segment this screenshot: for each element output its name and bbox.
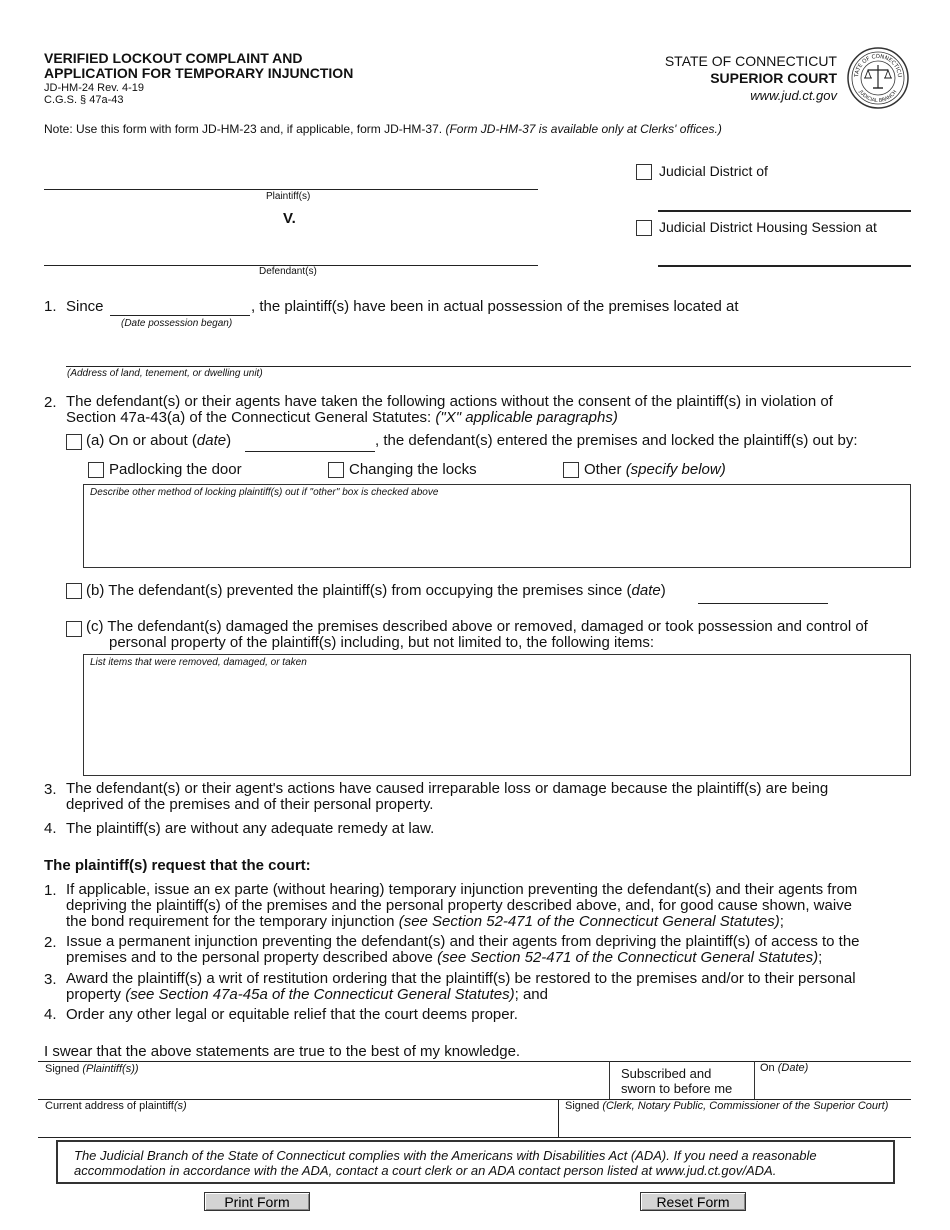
request-4-text: Order any other legal or equitable relief that the court deems proper.: [66, 1006, 518, 1023]
padlocking-checkbox[interactable]: [88, 462, 104, 478]
court-header: STATE OF CONNECTICUT SUPERIOR COURT www.jud.ct.gov: [664, 53, 837, 103]
housing-session-label: Judicial District Housing Session at: [659, 219, 877, 235]
item-4-number: 4.: [44, 820, 57, 837]
oath-date-field[interactable]: On (Date): [760, 1062, 809, 1074]
lockout-date-field[interactable]: [245, 451, 375, 452]
versus-label: V.: [283, 210, 296, 227]
item-2-number: 2.: [44, 394, 57, 411]
request-heading: The plaintiff(s) request that the court:: [44, 857, 311, 874]
request-3-number: 3.: [44, 971, 57, 988]
usage-note: Note: Use this form with form JD-HM-23 and, if applicable, form JD-HM-37. (Form JD-HM-37 is available only at Clerks' offices.): [44, 122, 722, 136]
signature-divider: [558, 1099, 559, 1137]
housing-session-field[interactable]: [658, 265, 911, 267]
paragraph-c-checkbox[interactable]: [66, 621, 82, 637]
changing-locks-label: Changing the locks: [349, 461, 477, 478]
item-3-text: The defendant(s) or their agent's actions have caused irreparable loss or damage because the plaintiff(s) are being deprived of the premises and of their personal property.: [66, 780, 829, 813]
judicial-district-field[interactable]: [658, 210, 911, 212]
plaintiff-address-field[interactable]: Current address of plaintiff(s): [45, 1100, 187, 1112]
form-number: JD-HM-24 Rev. 4-19 C.G.S. § 47a-43: [44, 82, 145, 106]
plaintiff-signature-field[interactable]: Signed (Plaintiff(s)): [45, 1063, 139, 1075]
request-2-number: 2.: [44, 934, 57, 951]
request-4-number: 4.: [44, 1006, 57, 1023]
signature-bottom-rule: [38, 1137, 911, 1138]
print-form-button[interactable]: Print Form: [204, 1192, 310, 1211]
item-4-text: The plaintiff(s) are without any adequate remedy at law.: [66, 820, 435, 837]
oath-statement: I swear that the above statements are true to the best of my knowledge.: [44, 1043, 521, 1060]
item-3-number: 3.: [44, 781, 57, 798]
reset-form-button[interactable]: Reset Form: [640, 1192, 746, 1211]
item-1-number: 1.: [44, 298, 57, 315]
damaged-items-textarea-label: List items that were removed, damaged, or taken: [90, 657, 307, 668]
item-1-since: Since: [66, 298, 104, 315]
request-3-text: Award the plaintiff(s) a writ of restitution ordering that the plaintiff(s) be restored to the premises and/or to their personal property (see Section 47a-45a of the Connecticut General Statutes); and: [66, 970, 856, 1003]
plaintiff-label: Plaintiff(s): [266, 191, 311, 202]
item-2-text: The defendant(s) or their agents have taken the following actions without the consent of the plaintiff(s) in violation of Section 47a-43(a) of the Connecticut General Statutes: ("X" applicable paragraphs): [66, 393, 833, 426]
paragraph-c-text: (c) The defendant(s) damaged the premises described above or removed, damaged or took possession and control of personal property of the plaintiff(s) including, but not limited to, the following items:: [86, 618, 868, 651]
svg-text:STATE OF CONNECTICUT: TATE OF CONNECTICU: [853, 53, 903, 78]
request-1-number: 1.: [44, 882, 57, 899]
damaged-items-textarea[interactable]: [83, 654, 911, 776]
plaintiff-field[interactable]: [44, 189, 538, 190]
padlocking-label: Padlocking the door: [109, 461, 242, 478]
defendant-label: Defendant(s): [259, 266, 317, 277]
svg-text:JUDICIAL BRANCH: JUDICIAL BRANCH: [857, 89, 899, 105]
item-1-text: , the plaintiff(s) have been in actual possession of the premises located at: [251, 298, 739, 315]
paragraph-b-text: (b) The defendant(s) prevented the plaintiff(s) from occupying the premises since (date): [86, 582, 666, 599]
clerk-signature-field[interactable]: Signed (Clerk, Notary Public, Commissioner of the Superior Court): [565, 1100, 889, 1112]
judicial-district-label: Judicial District of: [659, 163, 768, 179]
premises-address-field[interactable]: [66, 366, 911, 367]
other-method-textarea[interactable]: [83, 484, 911, 568]
premises-address-label: (Address of land, tenement, or dwelling unit): [67, 368, 263, 379]
subscribed-cell: Subscribed and sworn to before me: [609, 1061, 755, 1099]
other-method-checkbox[interactable]: [563, 462, 579, 478]
form-title: VERIFIED LOCKOUT COMPLAINT AND APPLICATION FOR TEMPORARY INJUNCTION: [44, 50, 354, 81]
paragraph-a-checkbox[interactable]: [66, 434, 82, 450]
other-method-textarea-label: Describe other method of locking plaintiff(s) out if "other" box is checked above: [90, 487, 439, 498]
possession-date-field[interactable]: [110, 315, 250, 316]
judicial-district-checkbox[interactable]: [636, 164, 652, 180]
judicial-seal-logo: [846, 46, 910, 110]
request-1-text: If applicable, issue an ex parte (without hearing) temporary injunction preventing the defendant(s) and their agents from depriving the plaintiff(s) of the premises and the personal property described above, and, for good cause shown, waive the bond requirement for the temporary injunction (see Section 52-471 of the Connecticut General Statutes);: [66, 881, 858, 930]
paragraph-a-text: , the defendant(s) entered the premises and locked the plaintiff(s) out by:: [375, 432, 858, 449]
other-method-label: Other (specify below): [584, 461, 726, 478]
ada-notice: The Judicial Branch of the State of Connecticut complies with the Americans with Disabilities Act (ADA). If you need a reasonable accommodation in accordance with the ADA, contact a court clerk or an ADA contact person listed at www.jud.ct.gov/ADA.: [56, 1140, 895, 1184]
changing-locks-checkbox[interactable]: [328, 462, 344, 478]
housing-session-checkbox[interactable]: [636, 220, 652, 236]
paragraph-a-prefix: (a) On or about (date): [86, 432, 232, 449]
request-2-text: Issue a permanent injunction preventing the defendant(s) and their agents from depriving the plaintiff(s) of access to the premises and to the personal property described above (see Section 52-471 of the Connecticut General Statutes);: [66, 933, 860, 966]
possession-date-label: (Date possession began): [121, 318, 233, 329]
prevented-since-date-field[interactable]: [698, 603, 828, 604]
paragraph-b-checkbox[interactable]: [66, 583, 82, 599]
